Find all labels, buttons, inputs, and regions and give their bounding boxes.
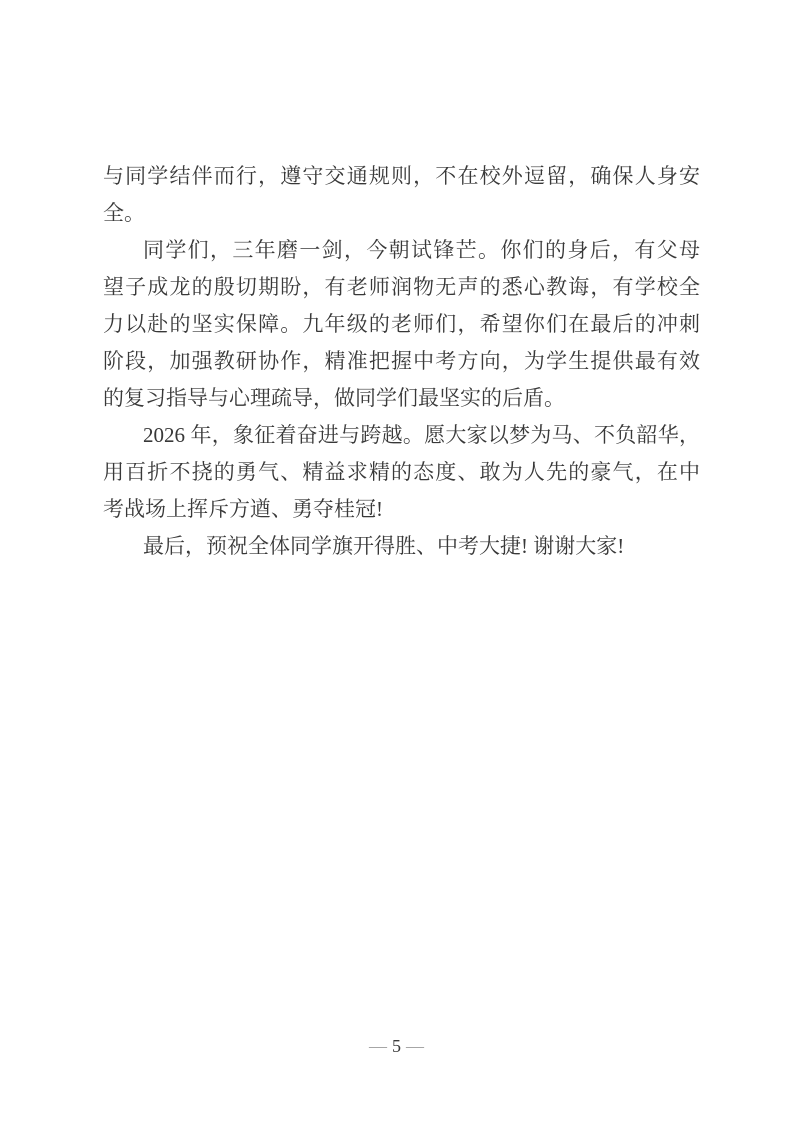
text-line: 考战场上挥斥方遒、勇夺桂冠! xyxy=(103,497,383,521)
page-number: 5 xyxy=(392,1036,401,1056)
text-line: 全。 xyxy=(103,201,145,225)
text-line: 力以赴的坚实保障。九年级的老师们，希望你们在最后的冲刺 xyxy=(103,312,700,336)
page-footer xyxy=(0,1036,793,1056)
document-body xyxy=(103,158,700,565)
paragraph xyxy=(103,232,700,417)
text-line: 同学们，三年磨一剑，今朝试锋芒。你们的身后，有父母 xyxy=(143,238,700,262)
text-line: 望子成龙的殷切期盼，有老师润物无声的悉心教诲，有学校全 xyxy=(103,275,700,299)
footer-dash-left: — xyxy=(369,1036,387,1056)
paragraph xyxy=(103,158,700,232)
text-line: 与同学结伴而行，遵守交通规则，不在校外逗留，确保人身安 xyxy=(103,164,700,188)
text-line: 最后，预祝全体同学旗开得胜、中考大捷! 谢谢大家! xyxy=(143,534,625,558)
text-line: 用百折不挠的勇气、精益求精的态度、敢为人先的豪气，在中 xyxy=(103,460,700,484)
paragraph xyxy=(103,528,700,565)
paragraph xyxy=(103,417,700,528)
footer-dash-right: — xyxy=(406,1036,424,1056)
text-line: 阶段，加强教研协作，精准把握中考方向，为学生提供最有效 xyxy=(103,349,700,373)
text-line: 的复习指导与心理疏导，做同学们最坚实的后盾。 xyxy=(103,386,565,410)
text-line: 2026 年，象征着奋进与跨越。愿大家以梦为马、不负韶华， xyxy=(143,423,700,447)
